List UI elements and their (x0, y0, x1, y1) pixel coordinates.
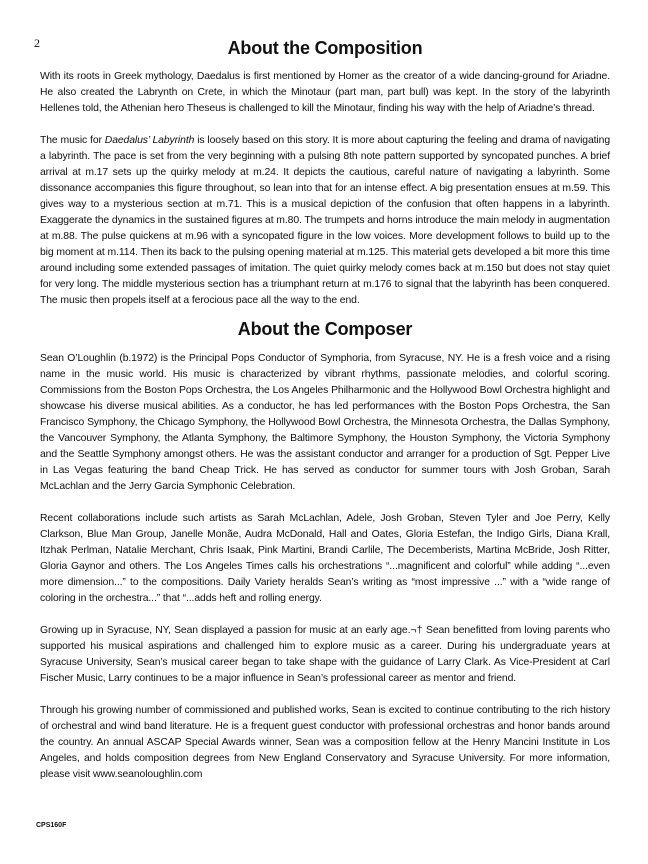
composer-paragraph-1: Sean O’Loughlin (b.1972) is the Principal Pops Conductor of Symphoria, from Syracuse, NY. He is a fresh voice and a rising name in the music world. His music is characterized by vibrant rhythms, passionate melodies, and colorful scoring. Commissions from the Boston Pops Orchestra, the Los Angeles Philharmonic and the Hollywood Bowl Orchestra highlight and showcase his diverse musical abilities. As a conductor, he has led performances with the Boston Pops Orchestra, the San Francisco Symphony, the Chicago Symphony, the Hollywood Bowl Orchestra, the Minnesota Orchestra, the Dallas Symphony, the Vancouver Symphony, the Atlanta Symphony, the Baltimore Symphony, the Houston Symphony, the Victoria Symphony and the Seattle Symphony amongst others. He was the assistant conductor and arranger for a production of Sgt. Pepper Live in Las Vegas featuring the band Cheap Trick. He has served as conductor for summer tours with Josh Groban, Sarah McLachlan and the Jerry Garcia Symphonic Celebration. (40, 353, 610, 492)
work-title: Daedalus’ Labyrinth (104, 135, 195, 146)
composition-paragraph-1: With its roots in Greek mythology, Daedalus is first mentioned by Homer as the creator of a wide dancing-ground for Ariadne. He also created the Labrynth on Crete, in which the Minotaur (part man, part bull) was kept. In the story of the labyrinth Hellenes told, the Athenian hero Theseus is challenged to kill the Minotaur, finding his way with the help of Ariadne’s thread. (40, 71, 610, 114)
composer-paragraph-3: Growing up in Syracuse, NY, Sean displayed a passion for music at an early age.¬† Sean benefitted from loving parents who supported his musical aspirations and challenged him to explore music as a career. During his undergraduate years at Syracuse University, Sean’s musical career began to take shape with the guidance of Larry Clark. As Vice-President at Carl Fischer Music, Larry continues to be a major influence in Sean’s professional career as mentor and friend. (40, 625, 610, 684)
composition-title: About the Composition (227, 38, 423, 58)
composer-title: About the Composer (237, 319, 413, 339)
composition-p2-after: is loosely based on this story. It is more about capturing the feeling and drama of navigating a labyrinth. The pace is set from the very beginning with a pulsing 8th note pattern supported by syncopated punches. A brief arrival at m.17 sets up the quirky melody at m.24. It depicts the cautious, careful nature of navigating a labyrinth. Some dissonance accompanies this figure throughout, so lean into that for an intense effect. A big presentation ensues at m.59. This gives way to a mysterious section at m.71. This is a musical depiction of the confusion that often happens in a labyrinth. Exaggerate the dynamics in the sustained figures at m.80. The trumpets and horns introduce the main melody in augmentation at m.88. The pulse quickens at m.96 with a syncopated figure in the low voices. More development follows to build up to the big moment at m.114. Then its back to the pulsing opening material at m.125. This material gets developed a bit more this time around including some extended passages of imitation. The quiet quirky melody comes back at m.150 but does not stay quiet for very long. The middle mysterious section has a triumphant return at m.176 to signal that the labyrinth has been conquered. The music then propels itself at a ferocious pace all the way to the end. (40, 135, 611, 306)
composer-paragraph-2: Recent collaborations include such artists as Sarah McLachlan, Adele, Josh Groban, Steven Tyler and Joe Perry, Kelly Clarkson, Blue Man Group, Janelle Monãe, Audra McDonald, Hall and Oates, Gloria Estefan, the Indigo Girls, Diana Krall, Itzhak Perlman, Natalie Merchant, Chris Isaak, Pink Martini, Brandi Carlile, The Decemberists, Martina McBride, Josh Ritter, Gloria Gaynor and others. The Los Angeles Times calls his orchestrations “...magnificent and colorful” while adding “...even more dimension...” to the compositions. Daily Variety heralds Sean’s writing as “most impressive ...” with a “wide range of coloring in the orchestra...” that “...adds heft and rolling energy. (40, 513, 610, 604)
composer-paragraph-4: Through his growing number of commissioned and published works, Sean is excited to continue contributing to the rich history of orchestral and wind band literature. He is a frequent guest conductor with professional orchestras and honor bands around the country. An annual ASCAP Special Awards winner, Sean was a composition fellow at the Henry Mancini Institute in Los Angeles, and holds composition degrees from New England Conservatory and Syracuse University. For more information, please visit www.seanoloughlin.com (40, 705, 610, 780)
composition-p2-before: The music for (40, 135, 105, 146)
composition-paragraph-2 (40, 133, 610, 309)
catalog-code: CPS160F (36, 822, 67, 829)
page-number: 2 (34, 36, 40, 50)
page-content (40, 38, 610, 783)
